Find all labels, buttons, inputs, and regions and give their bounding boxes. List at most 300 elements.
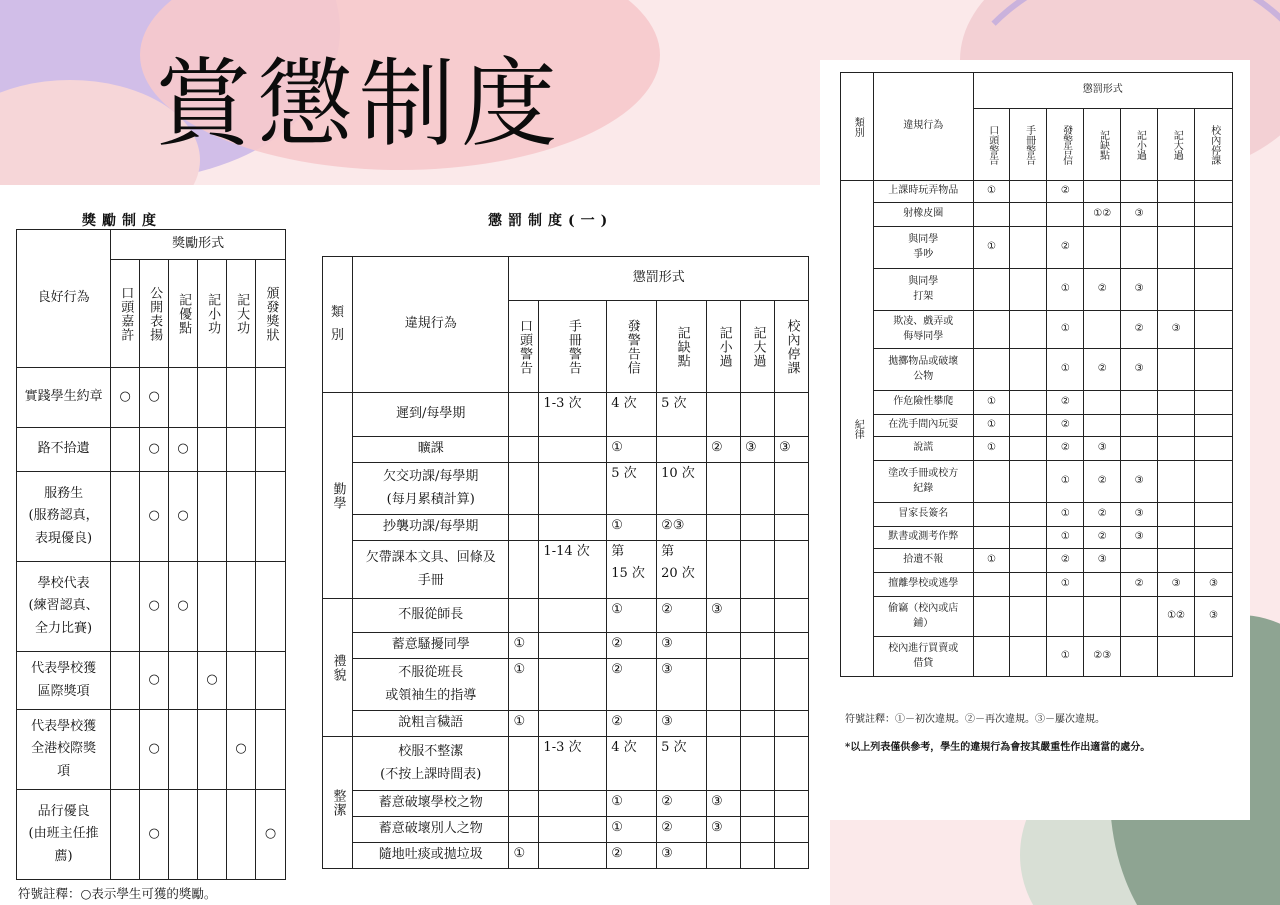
mark-cell <box>169 652 198 710</box>
mark-cell: ① <box>973 415 1010 437</box>
mark-cell: ① <box>607 791 657 817</box>
table-row <box>17 710 286 790</box>
punish-form-header: 校內停課 <box>774 301 808 393</box>
table-row <box>17 562 286 652</box>
mark-cell: ① <box>509 659 539 711</box>
mark-cell <box>509 599 539 633</box>
mark-cell <box>774 633 808 659</box>
table-row <box>323 393 809 437</box>
row-label: 欺凌、戲弄或 侮辱同學 <box>873 311 973 349</box>
mark-cell <box>539 515 607 541</box>
table-row <box>841 573 1233 597</box>
mark-cell <box>539 633 607 659</box>
reward-form-header: 口頭嘉許 <box>111 260 140 368</box>
mark-cell <box>1195 203 1233 227</box>
table-row <box>17 790 286 880</box>
mark-cell <box>741 463 775 515</box>
row-label: 上課時玩弄物品 <box>873 181 973 203</box>
mark-cell <box>256 472 286 562</box>
mark-cell <box>509 463 539 515</box>
row-label: 蓄意騷擾同學 <box>352 633 508 659</box>
row-label: 遲到/每學期 <box>352 393 508 437</box>
mark-cell: ② <box>607 711 657 737</box>
mark-cell <box>774 659 808 711</box>
mark-cell: ① <box>973 437 1010 461</box>
mark-cell <box>227 562 256 652</box>
mark-cell: ③ <box>657 659 707 711</box>
punish-form-header: 口頭警告 <box>509 301 539 393</box>
mark-cell <box>539 437 607 463</box>
reward-form-header: 頒發獎狀 <box>256 260 286 368</box>
mark-cell <box>227 790 256 880</box>
mark-cell <box>1010 503 1047 527</box>
mark-cell: ①② <box>1084 203 1121 227</box>
mark-cell <box>256 652 286 710</box>
mark-cell: ③ <box>1121 269 1158 311</box>
row-label: 曠課 <box>352 437 508 463</box>
mark-cell: ② <box>607 633 657 659</box>
mark-cell: ② <box>1047 181 1084 203</box>
mark-cell: ① <box>607 515 657 541</box>
mark-cell: ③ <box>1121 527 1158 549</box>
reward-form-header: 公開表揚 <box>140 260 169 368</box>
row-label: 實踐學生約章 <box>17 368 111 428</box>
mark-cell <box>1010 227 1047 269</box>
mark-cell <box>1158 415 1195 437</box>
mark-cell: ② <box>1121 573 1158 597</box>
mark-cell: ① <box>973 391 1010 415</box>
mark-cell: ① <box>1047 311 1084 349</box>
table-row <box>841 349 1233 391</box>
mark-cell <box>1158 203 1195 227</box>
punish-form-header: 記小過 <box>707 301 741 393</box>
mark-cell: 5 次 <box>657 393 707 437</box>
mark-cell <box>1195 503 1233 527</box>
col-header-punish-forms: 懲罰形式 <box>973 73 1232 109</box>
row-label: 擅離學校或逃學 <box>873 573 973 597</box>
mark-cell <box>1158 227 1195 269</box>
mark-cell: ③ <box>1121 203 1158 227</box>
mark-cell <box>1121 549 1158 573</box>
mark-cell <box>1195 349 1233 391</box>
mark-cell <box>1121 597 1158 637</box>
mark-cell <box>1010 597 1047 637</box>
mark-cell <box>1158 437 1195 461</box>
mark-cell <box>1010 637 1047 677</box>
col-header-reward-forms: 獎勵形式 <box>111 230 286 260</box>
mark-cell <box>1158 269 1195 311</box>
mark-cell <box>111 790 140 880</box>
table-row <box>323 659 809 711</box>
mark-cell: ③ <box>774 437 808 463</box>
mark-cell: ① <box>607 437 657 463</box>
mark-cell: ① <box>607 817 657 843</box>
mark-cell <box>1084 597 1121 637</box>
punish-form-header: 記缺點 <box>657 301 707 393</box>
mark-cell <box>973 573 1010 597</box>
punish2-table <box>840 72 1233 677</box>
row-label: 在洗手間內玩耍 <box>873 415 973 437</box>
row-label: 代表學校獲 區際獎項 <box>17 652 111 710</box>
mark-cell <box>1084 311 1121 349</box>
table-row <box>323 599 809 633</box>
mark-cell: ○ <box>227 710 256 790</box>
mark-cell <box>256 428 286 472</box>
col-header-behavior: 良好行為 <box>17 230 111 368</box>
mark-cell <box>1195 549 1233 573</box>
mark-cell <box>1195 527 1233 549</box>
row-label: 校內進行買賣或 借貸 <box>873 637 973 677</box>
mark-cell <box>973 203 1010 227</box>
mark-cell <box>1121 637 1158 677</box>
table-row <box>841 503 1233 527</box>
row-label: 偷竊（校內或店 鋪） <box>873 597 973 637</box>
mark-cell <box>198 790 227 880</box>
mark-cell: ③ <box>707 817 741 843</box>
table-row <box>17 472 286 562</box>
mark-cell <box>973 503 1010 527</box>
mark-cell <box>1195 269 1233 311</box>
mark-cell <box>774 541 808 599</box>
mark-cell <box>509 437 539 463</box>
mark-cell <box>774 599 808 633</box>
mark-cell <box>973 597 1010 637</box>
mark-cell: ○ <box>140 710 169 790</box>
mark-cell <box>1010 437 1047 461</box>
mark-cell <box>227 472 256 562</box>
mark-cell: ① <box>1047 461 1084 503</box>
row-label: 塗改手冊或校方 紀錄 <box>873 461 973 503</box>
mark-cell: ○ <box>140 562 169 652</box>
mark-cell <box>1195 437 1233 461</box>
mark-cell <box>774 791 808 817</box>
mark-cell <box>707 659 741 711</box>
mark-cell: ② <box>1084 269 1121 311</box>
mark-cell: ○ <box>140 790 169 880</box>
mark-cell: ① <box>1047 269 1084 311</box>
table-row <box>841 461 1233 503</box>
mark-cell <box>707 515 741 541</box>
mark-cell <box>1010 181 1047 203</box>
row-label: 不服從師長 <box>352 599 508 633</box>
col-header-punish-forms: 懲罰形式 <box>509 257 809 301</box>
mark-cell: ○ <box>256 790 286 880</box>
mark-cell <box>509 817 539 843</box>
mark-cell <box>227 428 256 472</box>
table-row <box>323 737 809 791</box>
mark-cell <box>707 737 741 791</box>
mark-cell: ○ <box>198 652 227 710</box>
row-label: 欠交功課/每學期 (每月累積計算) <box>352 463 508 515</box>
punish-form-header: 記大過 <box>1158 109 1195 181</box>
table-row <box>323 711 809 737</box>
mark-cell: 4 次 <box>607 393 657 437</box>
table-row <box>841 437 1233 461</box>
row-label: 抄襲功課/每學期 <box>352 515 508 541</box>
punish-form-header: 發警告信 <box>1047 109 1084 181</box>
mark-cell <box>1158 503 1195 527</box>
table-row <box>323 437 809 463</box>
mark-cell <box>111 562 140 652</box>
table-row <box>323 463 809 515</box>
mark-cell <box>1010 269 1047 311</box>
mark-cell: ① <box>973 227 1010 269</box>
row-label: 學校代表 (練習認真、 全力比賽) <box>17 562 111 652</box>
category-cell: 禮貌 <box>323 599 353 737</box>
mark-cell <box>707 541 741 599</box>
mark-cell <box>741 599 775 633</box>
table-row <box>17 652 286 710</box>
row-label: 代表學校獲 全港校際獎 項 <box>17 710 111 790</box>
mark-cell: ③ <box>741 437 775 463</box>
mark-cell: ① <box>1047 637 1084 677</box>
mark-cell: 10 次 <box>657 463 707 515</box>
table-row <box>17 368 286 428</box>
table-row <box>841 311 1233 349</box>
row-label: 隨地吐痰或拋垃圾 <box>352 843 508 869</box>
col-header-behavior: 違規行為 <box>873 73 973 181</box>
mark-cell <box>509 737 539 791</box>
row-label: 路不拾遺 <box>17 428 111 472</box>
mark-cell: ③ <box>1158 311 1195 349</box>
punish-form-header: 手冊警告 <box>539 301 607 393</box>
mark-cell <box>1158 461 1195 503</box>
mark-cell <box>1158 527 1195 549</box>
mark-cell <box>707 711 741 737</box>
mark-cell <box>657 437 707 463</box>
mark-cell: ○ <box>140 368 169 428</box>
mark-cell: ① <box>1047 527 1084 549</box>
mark-cell: ○ <box>169 472 198 562</box>
table-row <box>323 843 809 869</box>
mark-cell <box>741 515 775 541</box>
mark-cell <box>1010 549 1047 573</box>
table-row <box>323 515 809 541</box>
row-label: 蓄意破壞學校之物 <box>352 791 508 817</box>
mark-cell <box>198 562 227 652</box>
mark-cell: 4 次 <box>607 737 657 791</box>
mark-cell: ○ <box>111 368 140 428</box>
mark-cell <box>973 349 1010 391</box>
mark-cell: ②③ <box>657 515 707 541</box>
mark-cell <box>111 428 140 472</box>
mark-cell <box>1195 181 1233 203</box>
mark-cell: ② <box>1084 461 1121 503</box>
reward-form-header: 記大功 <box>227 260 256 368</box>
mark-cell: 第 15 次 <box>607 541 657 599</box>
mark-cell <box>973 637 1010 677</box>
mark-cell <box>198 710 227 790</box>
mark-cell: ② <box>1047 415 1084 437</box>
table-row <box>841 527 1233 549</box>
mark-cell <box>509 393 539 437</box>
punish2-note: 符號註釋：①－初次違規。②－再次違規。③－屢次違規。 <box>845 714 1105 725</box>
punish-form-header: 記小過 <box>1121 109 1158 181</box>
mark-cell <box>169 710 198 790</box>
mark-cell <box>198 472 227 562</box>
mark-cell <box>198 428 227 472</box>
mark-cell: ② <box>1121 311 1158 349</box>
mark-cell <box>111 472 140 562</box>
mark-cell <box>1010 349 1047 391</box>
punish-form-header: 記大過 <box>741 301 775 393</box>
mark-cell <box>111 652 140 710</box>
mark-cell <box>1084 573 1121 597</box>
mark-cell <box>1010 203 1047 227</box>
mark-cell: 第 20 次 <box>657 541 707 599</box>
mark-cell <box>741 711 775 737</box>
mark-cell: ③ <box>657 711 707 737</box>
mark-cell: ② <box>657 817 707 843</box>
mark-cell <box>707 393 741 437</box>
mark-cell <box>539 711 607 737</box>
punish-form-header: 記缺點 <box>1084 109 1121 181</box>
mark-cell: ③ <box>1121 503 1158 527</box>
mark-cell: 5 次 <box>607 463 657 515</box>
table-row <box>323 633 809 659</box>
mark-cell: ① <box>973 549 1010 573</box>
row-label: 射橡皮圈 <box>873 203 973 227</box>
col-header-behavior: 違規行為 <box>352 257 508 393</box>
mark-cell <box>973 461 1010 503</box>
mark-cell <box>774 843 808 869</box>
mark-cell <box>741 791 775 817</box>
mark-cell <box>973 311 1010 349</box>
mark-cell: ③ <box>1121 349 1158 391</box>
mark-cell <box>741 541 775 599</box>
mark-cell <box>1121 415 1158 437</box>
mark-cell <box>1084 181 1121 203</box>
mark-cell <box>1010 391 1047 415</box>
mark-cell <box>707 633 741 659</box>
mark-cell <box>256 562 286 652</box>
mark-cell <box>169 368 198 428</box>
mark-cell: ① <box>607 599 657 633</box>
mark-cell <box>741 659 775 711</box>
mark-cell <box>1047 597 1084 637</box>
col-header-category: 類別 <box>323 257 353 393</box>
punish1-heading: 懲罰制度(一) <box>488 213 614 229</box>
mark-cell <box>227 368 256 428</box>
reward-note: 符號註釋：○表示學生可獲的獎勵。 <box>18 886 217 901</box>
mark-cell: ① <box>1047 503 1084 527</box>
mark-cell <box>539 817 607 843</box>
mark-cell: ① <box>1047 349 1084 391</box>
mark-cell: ② <box>1084 527 1121 549</box>
mark-cell <box>741 817 775 843</box>
mark-cell <box>539 843 607 869</box>
category-cell: 紀律 <box>841 181 874 677</box>
category-cell: 整潔 <box>323 737 353 869</box>
mark-cell <box>774 817 808 843</box>
page-title: 賞懲制度 <box>155 48 563 160</box>
table-row <box>841 415 1233 437</box>
mark-cell <box>1010 311 1047 349</box>
reward-form-header: 記小功 <box>198 260 227 368</box>
table-row <box>841 549 1233 573</box>
mark-cell <box>1195 227 1233 269</box>
mark-cell <box>111 710 140 790</box>
mark-cell: ③ <box>1195 597 1233 637</box>
mark-cell: ② <box>1047 391 1084 415</box>
mark-cell <box>198 368 227 428</box>
mark-cell <box>1010 573 1047 597</box>
punish1-table <box>322 256 809 869</box>
mark-cell <box>1121 181 1158 203</box>
mark-cell <box>539 463 607 515</box>
mark-cell <box>774 463 808 515</box>
mark-cell <box>774 737 808 791</box>
mark-cell <box>1158 637 1195 677</box>
mark-cell: ① <box>509 711 539 737</box>
mark-cell <box>1195 415 1233 437</box>
table-row <box>841 597 1233 637</box>
row-label: 不服從班長 或領袖生的指導 <box>352 659 508 711</box>
mark-cell <box>227 652 256 710</box>
mark-cell: ③ <box>707 791 741 817</box>
mark-cell <box>1047 203 1084 227</box>
row-label: 說謊 <box>873 437 973 461</box>
mark-cell <box>1158 391 1195 415</box>
mark-cell <box>741 843 775 869</box>
mark-cell <box>256 368 286 428</box>
mark-cell: ② <box>1047 227 1084 269</box>
mark-cell: ① <box>509 843 539 869</box>
punish-form-header: 口頭警告 <box>973 109 1010 181</box>
mark-cell: ○ <box>140 652 169 710</box>
mark-cell: ② <box>707 437 741 463</box>
mark-cell: ② <box>607 659 657 711</box>
mark-cell: ② <box>1084 349 1121 391</box>
mark-cell: ③ <box>1084 437 1121 461</box>
table-row <box>841 203 1233 227</box>
row-label: 服務生 (服務認真， 表現優良) <box>17 472 111 562</box>
mark-cell: ○ <box>169 428 198 472</box>
mark-cell: 1-3 次 <box>539 393 607 437</box>
reward-heading: 獎勵制度 <box>82 213 162 229</box>
mark-cell <box>1084 391 1121 415</box>
mark-cell <box>1010 527 1047 549</box>
mark-cell: 1-14 次 <box>539 541 607 599</box>
mark-cell <box>1158 181 1195 203</box>
table-row <box>841 637 1233 677</box>
mark-cell: ② <box>657 791 707 817</box>
mark-cell: ③ <box>657 843 707 869</box>
mark-cell <box>973 527 1010 549</box>
punish-form-header: 手冊警告 <box>1010 109 1047 181</box>
row-label: 欠帶課本文具、回條及 手冊 <box>352 541 508 599</box>
mark-cell: ②③ <box>1084 637 1121 677</box>
mark-cell <box>1158 549 1195 573</box>
mark-cell <box>509 515 539 541</box>
mark-cell: ② <box>657 599 707 633</box>
table-row <box>323 817 809 843</box>
mark-cell: ② <box>1084 503 1121 527</box>
mark-cell <box>707 843 741 869</box>
mark-cell <box>741 633 775 659</box>
row-label: 作危險性攀爬 <box>873 391 973 415</box>
mark-cell <box>169 790 198 880</box>
mark-cell: 1-3 次 <box>539 737 607 791</box>
mark-cell: ○ <box>169 562 198 652</box>
col-header-category: 類別 <box>841 73 874 181</box>
mark-cell: ③ <box>657 633 707 659</box>
table-row <box>841 181 1233 203</box>
row-label: 品行優良 (由班主任推 薦) <box>17 790 111 880</box>
mark-cell <box>741 737 775 791</box>
table-row <box>841 227 1233 269</box>
mark-cell: 5 次 <box>657 737 707 791</box>
